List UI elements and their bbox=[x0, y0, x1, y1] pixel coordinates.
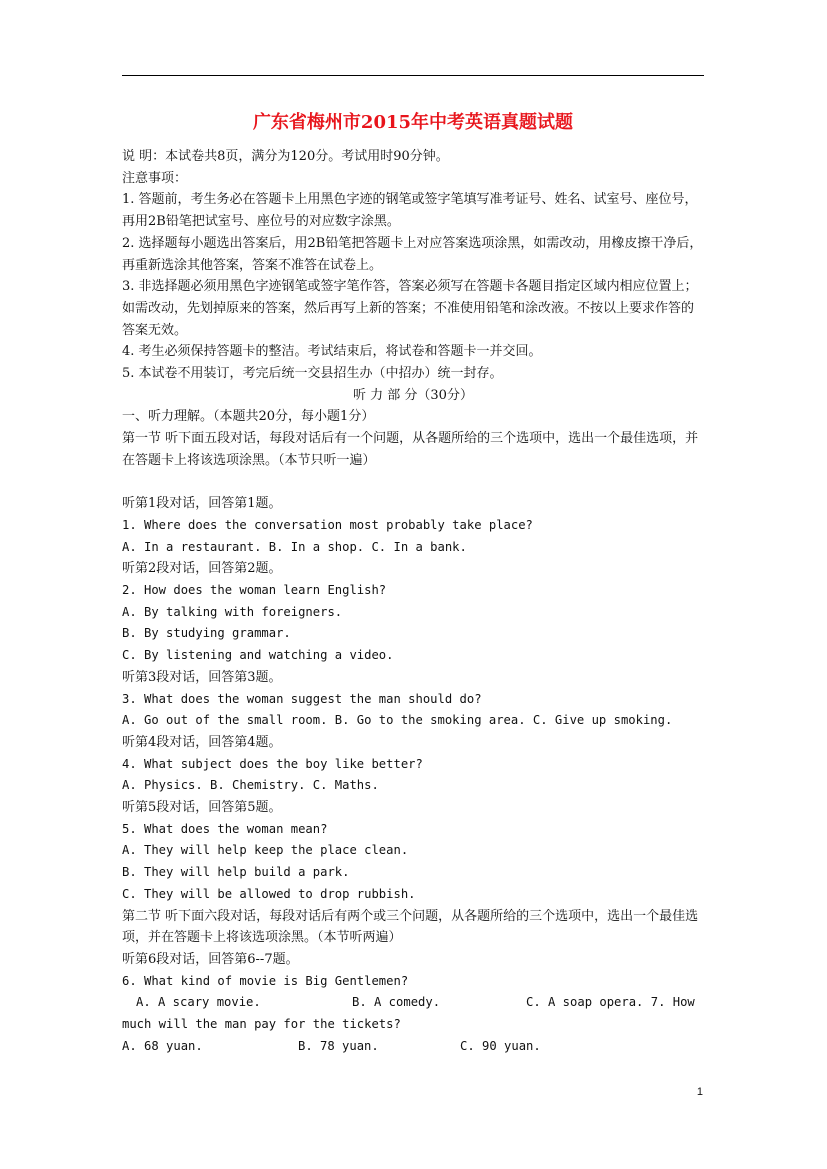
question-1: 1. Where does the conversation most probably take place? bbox=[122, 517, 533, 532]
dialogue-3-label: 听第3段对话，回答第3题。 bbox=[122, 669, 282, 685]
notice-item-1: 1. 答题前，考生务必在答题卡上用黑色字迹的钢笔或签字笔填写准考证号、姓名、试室号、座位号，再用2B铅笔把试室号、座位号的对应数字涂黑。 bbox=[122, 192, 698, 230]
question-6-option-a: A. A scary movie. bbox=[136, 995, 261, 1010]
dialogue-1-label: 听第1段对话，回答第1题。 bbox=[122, 496, 282, 512]
question-7-option-a: A. 68 yuan. bbox=[122, 1038, 203, 1053]
question-6-option-c: C. A soap opera. 7. How bbox=[526, 995, 695, 1010]
exam-page bbox=[122, 110, 704, 1058]
question-3-options: A. Go out of the small room. B. Go to the smoking area. C. Give up smoking. bbox=[122, 713, 673, 728]
question-7: much will the man pay for the tickets? bbox=[122, 1017, 401, 1032]
page-title: 广东省梅州市2015年中考英语真题试题 bbox=[252, 112, 574, 133]
header-rule bbox=[122, 75, 704, 76]
listening-heading: 听 力 部 分（30分） bbox=[353, 387, 473, 403]
question-7-options bbox=[122, 1036, 704, 1058]
section-one-instructions: 第一节 听下面五段对话，每段对话后有一个问题，从各题所给的三个选项中，选出一个最佳选项，并在答题卡上将该选项涂黑。（本节只听一遍） bbox=[122, 431, 699, 468]
section-two-instructions: 第二节 听下面六段对话，每段对话后有两个或三个问题，从各题所给的三个选项中，选出一个最佳选项，并在答题卡上将该选项涂黑。（本节听两遍） bbox=[122, 908, 699, 946]
dialogue-5-label: 听第5段对话，回答第5题。 bbox=[122, 800, 282, 816]
notice-item-3: 3. 非选择题必须用黑色字迹钢笔或签字笔作答，答案必须写在答题卡各题目指定区域内相应位置上；如需改动，先划掉原来的答案，然后再写上新的答案；不准使用铅笔和涂改液。不按以上要求作答的答案无效。 bbox=[122, 279, 698, 338]
question-7-option-c: C. 90 yuan. bbox=[460, 1038, 541, 1053]
spacer bbox=[122, 472, 704, 494]
question-2-option-c: C. By listening and watching a video. bbox=[122, 648, 394, 663]
dialogue-6-label: 听第6段对话，回答第6--7题。 bbox=[122, 952, 299, 967]
question-4: 4. What subject does the boy like better? bbox=[122, 756, 423, 771]
question-6: 6. What kind of movie is Big Gentlemen? bbox=[122, 973, 409, 988]
question-5-option-a: A. They will help keep the place clean. bbox=[122, 843, 409, 858]
question-5: 5. What does the woman mean? bbox=[122, 821, 328, 836]
question-2-option-b: B. By studying grammar. bbox=[122, 626, 291, 641]
question-7-option-b: B. 78 yuan. bbox=[298, 1038, 379, 1053]
question-2-option-a: A. By talking with foreigners. bbox=[122, 604, 343, 619]
dialogue-2-label: 听第2段对话，回答第2题。 bbox=[122, 561, 282, 577]
notice-item-2: 2. 选择题每小题选出答案后，用2B铅笔把答题卡上对应答案选项涂黑，如需改动，用橡皮擦干净后，再重新选涂其他答案，答案不准答在试卷上。 bbox=[122, 235, 703, 273]
page-number: 1 bbox=[696, 1086, 703, 1098]
notice-item-5: 5. 本试卷不用装订，考完后统一交县招生办（中招办）统一封存。 bbox=[122, 366, 503, 382]
question-1-options: A. In a restaurant. B. In a shop. C. In a bank. bbox=[122, 539, 467, 554]
question-3: 3. What does the woman suggest the man should do? bbox=[122, 691, 482, 706]
question-6-option-b: B. A comedy. bbox=[352, 995, 441, 1010]
question-5-option-c: C. They will be allowed to drop rubbish. bbox=[122, 886, 416, 901]
dialogue-4-label: 听第4段对话，回答第4题。 bbox=[122, 734, 282, 750]
notice-item-4: 4. 考生必须保持答题卡的整洁。考试结束后，将试卷和答题卡一并交回。 bbox=[122, 344, 542, 360]
notice-heading: 注意事项： bbox=[122, 170, 188, 186]
exam-description: 说 明：本试卷共8页，满分为120分。考试用时90分钟。 bbox=[122, 149, 449, 164]
question-5-option-b: B. They will help build a park. bbox=[122, 865, 350, 880]
question-2: 2. How does the woman learn English? bbox=[122, 583, 387, 598]
question-4-options: A. Physics. B. Chemistry. C. Maths. bbox=[122, 778, 379, 793]
question-6-options bbox=[122, 992, 704, 1014]
part-one-heading: 一、听力理解。（本题共20分，每小题1分） bbox=[122, 409, 375, 425]
